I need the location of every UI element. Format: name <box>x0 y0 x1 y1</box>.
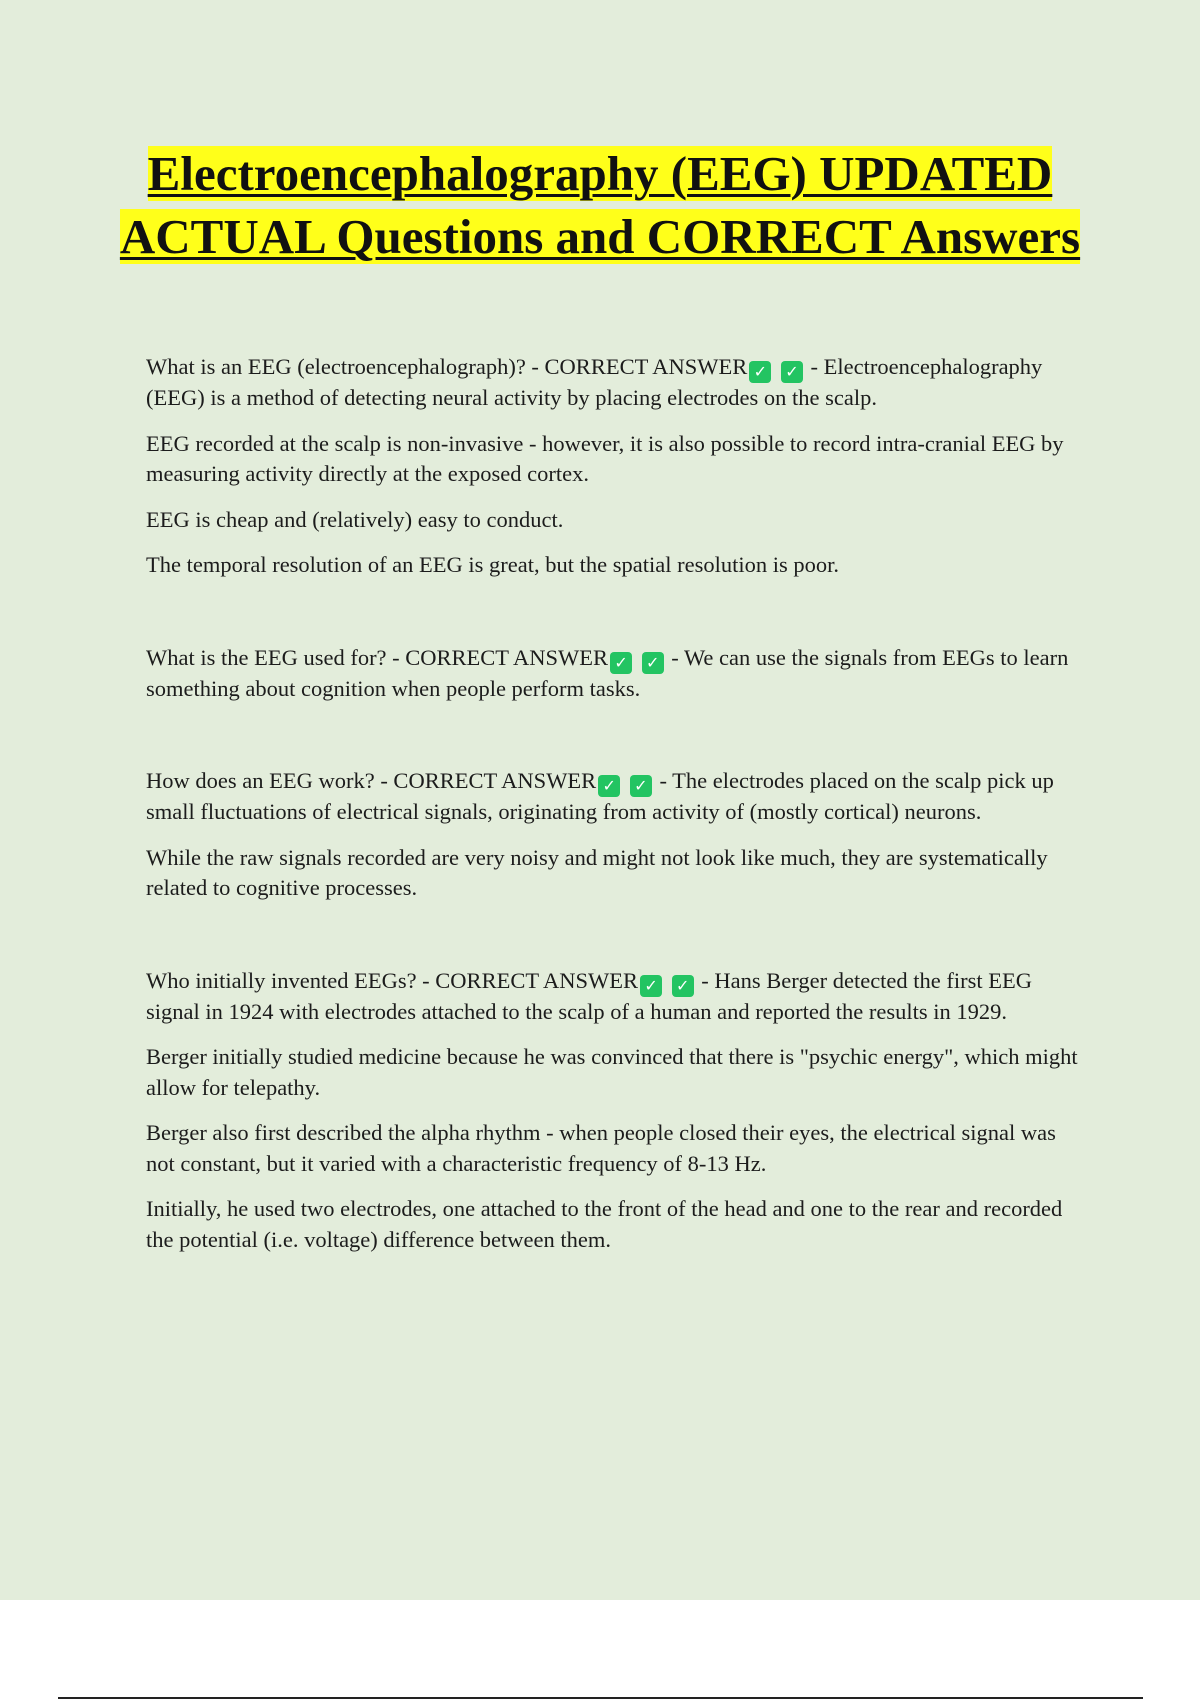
answer-paragraph: EEG is cheap and (relatively) easy to conduct. <box>146 506 564 532</box>
check-mark-icon: ✓ <box>642 652 664 674</box>
answer-paragraph: Berger also first described the alpha rhythm - when people closed their eyes, the electrical signal was not constant, but it varied with a characteristic frequency of 8-13 Hz. <box>146 1120 1056 1176</box>
check-mark-icon: ✓ <box>640 975 662 997</box>
answer-paragraph: Berger initially studied medicine because he was convinced that there is "psychic energy", which might allow for telepathy. <box>146 1044 1078 1100</box>
question-text: What is the EEG used for? - CORRECT ANSWER <box>146 644 609 670</box>
question-text: How does an EEG work? - CORRECT ANSWER <box>146 768 597 793</box>
check-mark-icon: ✓ <box>630 775 652 797</box>
answer-text: - Electroencephalography (EEG) is a method of detecting neural activity by placing electrodes on the scalp. <box>146 354 1043 410</box>
qa-item-2 <box>146 643 1086 705</box>
qa-item-4 <box>146 966 1086 1028</box>
section-spacer <box>146 596 1086 643</box>
check-mark-icon: ✓ <box>610 652 632 674</box>
section-spacer <box>146 719 1086 766</box>
answer-text: - The electrodes placed on the scalp pick up small fluctuations of electrical signals, originating from activity of (mostly cortical) neurons. <box>146 768 1054 824</box>
document-body <box>146 352 1086 1270</box>
check-mark-icon: ✓ <box>598 775 620 797</box>
check-mark-icon: ✓ <box>749 361 771 383</box>
question-text: Who initially invented EEGs? - CORRECT ANSWER <box>146 967 639 993</box>
title-block <box>80 142 1120 268</box>
document-title: Electroencephalography (EEG) UPDATED ACTUAL Questions and CORRECT Answers <box>119 146 1081 264</box>
answer-paragraph: The temporal resolution of an EEG is great, but the spatial resolution is poor. <box>146 552 839 577</box>
question-text: What is an EEG (electroencephalograph)? - CORRECT ANSWER <box>146 354 748 379</box>
check-mark-icon: ✓ <box>781 361 803 383</box>
footer-divider <box>58 1697 1143 1699</box>
answer-text: - We can use the signals from EEGs to learn something about cognition when people perform tasks. <box>146 644 1069 701</box>
check-mark-icon: ✓ <box>672 975 694 997</box>
answer-paragraph: While the raw signals recorded are very noisy and might not look like much, they are systematically related to cognitive processes. <box>146 844 1048 900</box>
qa-item-3 <box>146 766 1086 828</box>
answer-paragraph: EEG recorded at the scalp is non-invasive - however, it is also possible to record intra-cranial EEG by measuring activity directly at the exposed cortex. <box>146 430 1064 486</box>
answer-text: - Hans Berger detected the first EEG signal in 1924 with electrodes attached to the scalp of a human and reported the results in 1929. <box>146 967 1033 1024</box>
answer-paragraph: Initially, he used two electrodes, one attached to the front of the head and one to the rear and recorded the potential (i.e. voltage) difference between them. <box>146 1196 1063 1252</box>
section-spacer <box>146 919 1086 966</box>
qa-item-1 <box>146 352 1086 414</box>
